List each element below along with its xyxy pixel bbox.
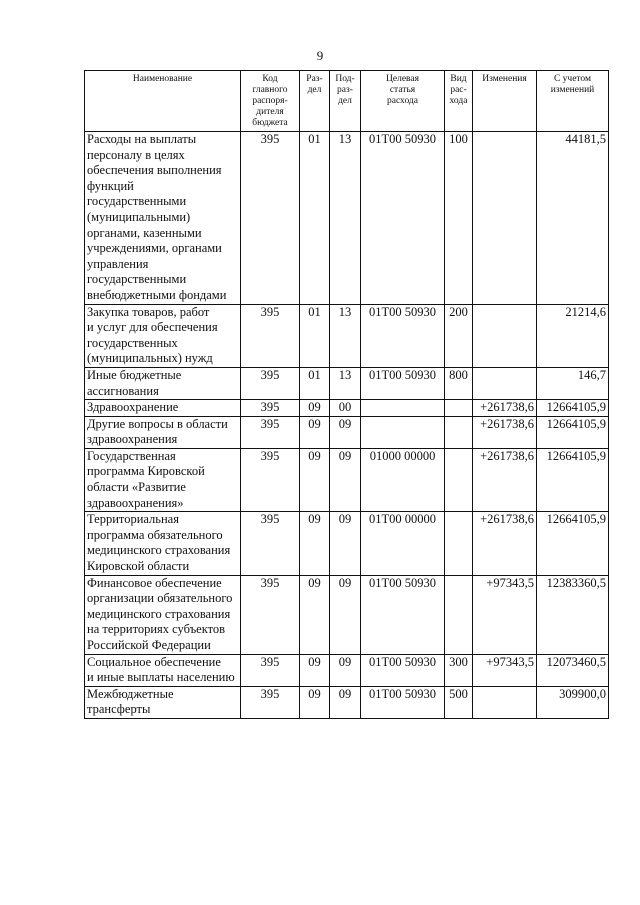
cell-change: +261738,6 [473,400,537,417]
cell-subsection: 13 [330,304,361,367]
name-line: Социальное обеспечение [87,654,221,669]
cell-target: 01Т00 00000 [361,512,445,575]
cell-code: 395 [241,367,300,399]
header-line: Целевая [386,74,419,84]
header-type [445,71,473,132]
name-line: Здравоохранение [87,400,179,415]
cell-target [361,400,445,417]
name-line: программа обязательного [87,527,223,542]
header-line: Раз- [306,74,323,84]
cell-code: 395 [241,686,300,718]
cell-total: 12383360,5 [537,575,609,654]
name-line: и услуг для обеспечения [87,320,218,335]
cell-section: 09 [300,686,330,718]
header-line: Код [262,74,278,84]
cell-section: 01 [300,367,330,399]
table-row [85,367,609,399]
cell-target: 01Т00 50930 [361,686,445,718]
cell-change: +261738,6 [473,448,537,511]
cell-subsection: 09 [330,686,361,718]
header-line: дителя [256,107,284,117]
table-row [85,132,609,305]
header-line: рас- [450,85,467,95]
table-row [85,654,609,686]
name-line: функций [87,178,134,193]
name-line: Межбюджетные [87,686,174,701]
name-line: медицинского страхования [87,606,231,621]
cell-code: 395 [241,512,300,575]
name-line: персоналу в целях [87,147,185,162]
cell-subsection: 09 [330,575,361,654]
header-code [241,71,300,132]
cell-name [85,304,241,367]
cell-type: 500 [445,686,473,718]
cell-total: 44181,5 [537,132,609,305]
name-line: ассигнования [87,383,159,398]
name-line: государственных [87,335,178,350]
cell-code: 395 [241,304,300,367]
cell-code: 395 [241,400,300,417]
name-line: Иные бюджетные [87,367,182,382]
cell-name [85,686,241,718]
name-line: организации обязательного [87,591,233,606]
cell-subsection: 09 [330,416,361,448]
cell-type [445,575,473,654]
cell-name [85,575,241,654]
table-row [85,512,609,575]
name-line: управления [87,256,149,271]
cell-target: 01Т00 50930 [361,367,445,399]
cell-target [361,416,445,448]
cell-subsection: 09 [330,448,361,511]
header-line: Изменения [482,74,527,84]
cell-name [85,654,241,686]
header-section [300,71,330,132]
name-line: здравоохранения [87,432,178,447]
cell-section: 01 [300,304,330,367]
cell-section: 09 [300,416,330,448]
cell-subsection: 09 [330,512,361,575]
cell-change: +261738,6 [473,416,537,448]
header-line: главного [252,85,288,95]
name-line: обеспечения выполнения [87,163,222,178]
cell-change: +261738,6 [473,512,537,575]
cell-target: 01Т00 50930 [361,132,445,305]
cell-name [85,132,241,305]
page-number: 9 [316,48,324,63]
name-line: медицинского страхования [87,543,231,558]
cell-target: 01Т00 50930 [361,304,445,367]
name-line: здравоохранения» [87,495,184,510]
cell-section: 09 [300,512,330,575]
header-subsection [330,71,361,132]
cell-name [85,512,241,575]
cell-section: 09 [300,448,330,511]
cell-type: 800 [445,367,473,399]
cell-type: 100 [445,132,473,305]
cell-code: 395 [241,416,300,448]
cell-change [473,367,537,399]
name-line: Кировской области [87,559,190,574]
header-line: дел [307,85,322,95]
cell-change [473,686,537,718]
cell-subsection: 13 [330,367,361,399]
cell-total: 12664105,9 [537,416,609,448]
name-line: учреждениями, органами [87,241,222,256]
cell-total: 12073460,5 [537,654,609,686]
cell-type: 300 [445,654,473,686]
name-line: на территориях субъектов [87,622,226,637]
cell-total: 12664105,9 [537,400,609,417]
header-line: дел [338,96,352,106]
cell-code: 395 [241,654,300,686]
name-line: программа Кировской [87,464,205,479]
header-line: хода [449,96,468,106]
name-line: области «Развитие [87,480,186,495]
cell-section: 09 [300,654,330,686]
table-row [85,400,609,417]
name-line: и иные выплаты населению [87,670,235,685]
cell-name [85,448,241,511]
header-line: Под- [335,74,355,84]
cell-target: 01000 00000 [361,448,445,511]
name-line: (муниципальными) [87,209,191,224]
name-line: государственными [87,194,187,209]
header-line: С учетом [553,74,592,84]
header-line: бюджета [252,118,288,128]
header-name [85,71,241,132]
table-row [85,304,609,367]
cell-type: 200 [445,304,473,367]
cell-section: 01 [300,132,330,305]
cell-total: 21214,6 [537,304,609,367]
header-target [361,71,445,132]
header-change [473,71,537,132]
cell-type [445,448,473,511]
name-line: Территориальная [87,512,179,527]
cell-subsection: 13 [330,132,361,305]
name-line: внебюджетными фондами [87,287,227,302]
cell-name [85,367,241,399]
header-line: Наименование [132,74,193,84]
cell-section: 09 [300,575,330,654]
cell-change: +97343,5 [473,575,537,654]
table-body [85,132,609,719]
name-line: Расходы на выплаты [87,132,197,146]
budget-table [84,70,609,719]
cell-change [473,304,537,367]
header-line: распоря- [252,96,288,106]
cell-code: 395 [241,448,300,511]
name-line: Государственная [87,448,176,463]
header-line: Вид [450,74,467,84]
cell-name [85,400,241,417]
cell-section: 09 [300,400,330,417]
table-header [85,71,609,132]
header-row [85,71,609,132]
header-line: расхода [387,96,418,106]
name-line: Закупка товаров, работ [87,304,210,319]
cell-type [445,400,473,417]
name-line: Финансовое обеспечение [87,575,222,590]
name-line: Другие вопросы в области [87,416,228,431]
header-line: статья [389,85,416,95]
cell-subsection: 09 [330,654,361,686]
table-row [85,686,609,718]
cell-total: 309900,0 [537,686,609,718]
name-line: Российской Федерации [87,638,211,652]
header-line: раз- [337,85,353,95]
cell-code: 395 [241,575,300,654]
cell-total: 146,7 [537,367,609,399]
cell-type [445,416,473,448]
table-row [85,416,609,448]
table-row [85,575,609,654]
cell-type [445,512,473,575]
header-total [537,71,609,132]
cell-name [85,416,241,448]
cell-target: 01Т00 50930 [361,654,445,686]
cell-code: 395 [241,132,300,305]
table-row [85,448,609,511]
header-line: изменений [550,85,595,95]
name-line: трансферты [87,702,151,717]
cell-subsection: 00 [330,400,361,417]
cell-total: 12664105,9 [537,448,609,511]
name-line: государственными [87,272,187,287]
name-line: органами, казенными [87,225,202,240]
cell-target: 01Т00 50930 [361,575,445,654]
name-line: (муниципальных) нужд [87,351,213,366]
cell-change [473,132,537,305]
cell-change: +97343,5 [473,654,537,686]
cell-total: 12664105,9 [537,512,609,575]
